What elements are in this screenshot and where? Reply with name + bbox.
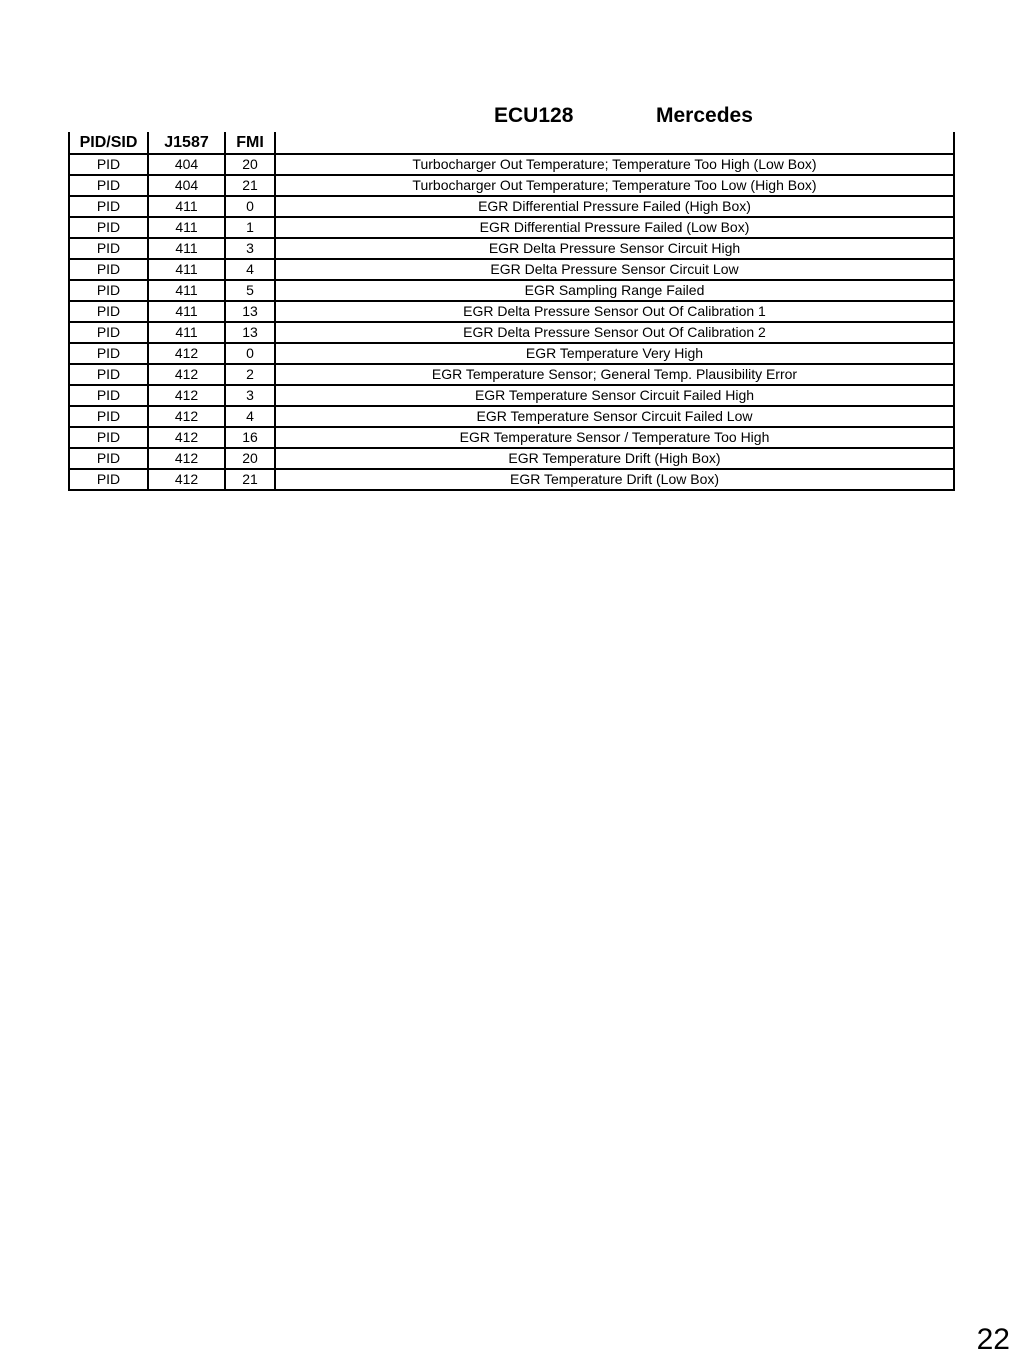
column-header-fmi: FMI [225,132,275,154]
table-row [69,301,954,322]
cell-j1587: 412 [148,406,225,427]
cell-pid-sid: PID [69,217,148,238]
cell-j1587: 411 [148,238,225,259]
cell-description: EGR Temperature Drift (Low Box) [275,469,954,490]
table-row [69,175,954,196]
column-header-description [275,132,954,154]
cell-pid-sid: PID [69,175,148,196]
cell-j1587: 404 [148,175,225,196]
cell-description: Turbocharger Out Temperature; Temperature Too Low (High Box) [275,175,954,196]
table-row [69,448,954,469]
cell-pid-sid: PID [69,280,148,301]
cell-pid-sid: PID [69,385,148,406]
cell-fmi: 3 [225,238,275,259]
table-row [69,322,954,343]
cell-j1587: 411 [148,259,225,280]
cell-j1587: 412 [148,469,225,490]
table-row [69,259,954,280]
cell-pid-sid: PID [69,406,148,427]
cell-description: EGR Delta Pressure Sensor Circuit High [275,238,954,259]
cell-fmi: 4 [225,406,275,427]
cell-pid-sid: PID [69,154,148,175]
cell-fmi: 1 [225,217,275,238]
cell-pid-sid: PID [69,322,148,343]
cell-j1587: 411 [148,322,225,343]
cell-pid-sid: PID [69,196,148,217]
page-number: 22 [976,1323,1010,1356]
table-row [69,364,954,385]
cell-pid-sid: PID [69,238,148,259]
table-row [69,406,954,427]
cell-description: EGR Temperature Sensor Circuit Failed Low [275,406,954,427]
cell-fmi: 3 [225,385,275,406]
cell-j1587: 412 [148,427,225,448]
table-header-row [69,132,954,154]
table-row [69,280,954,301]
table-row [69,196,954,217]
cell-description: EGR Temperature Sensor Circuit Failed High [275,385,954,406]
cell-fmi: 0 [225,343,275,364]
page-title [0,104,1024,132]
cell-description: EGR Delta Pressure Sensor Out Of Calibration 1 [275,301,954,322]
cell-description: EGR Sampling Range Failed [275,280,954,301]
cell-j1587: 411 [148,196,225,217]
table-row [69,427,954,448]
cell-description: EGR Delta Pressure Sensor Out Of Calibration 2 [275,322,954,343]
cell-j1587: 412 [148,343,225,364]
cell-j1587: 412 [148,364,225,385]
cell-pid-sid: PID [69,301,148,322]
table-row [69,469,954,490]
cell-fmi: 13 [225,301,275,322]
fault-code-table [68,132,955,491]
table-row [69,154,954,175]
cell-pid-sid: PID [69,427,148,448]
cell-fmi: 21 [225,469,275,490]
cell-description: EGR Temperature Drift (High Box) [275,448,954,469]
cell-fmi: 20 [225,448,275,469]
cell-fmi: 2 [225,364,275,385]
cell-pid-sid: PID [69,364,148,385]
cell-fmi: 4 [225,259,275,280]
cell-description: EGR Temperature Sensor; General Temp. Plausibility Error [275,364,954,385]
table-row [69,217,954,238]
cell-fmi: 20 [225,154,275,175]
cell-fmi: 13 [225,322,275,343]
cell-description: EGR Differential Pressure Failed (High Box) [275,196,954,217]
cell-description: Turbocharger Out Temperature; Temperature Too High (Low Box) [275,154,954,175]
ecu-title: ECU128 [494,104,574,127]
cell-pid-sid: PID [69,448,148,469]
table-row [69,238,954,259]
cell-pid-sid: PID [69,469,148,490]
column-header-pid-sid: PID/SID [69,132,148,154]
cell-fmi: 5 [225,280,275,301]
cell-description: EGR Delta Pressure Sensor Circuit Low [275,259,954,280]
cell-fmi: 16 [225,427,275,448]
table-body [69,154,954,490]
cell-j1587: 404 [148,154,225,175]
cell-description: EGR Temperature Very High [275,343,954,364]
table-row [69,385,954,406]
cell-description: EGR Differential Pressure Failed (Low Box) [275,217,954,238]
table-row [69,343,954,364]
cell-j1587: 411 [148,301,225,322]
column-header-j1587: J1587 [148,132,225,154]
cell-pid-sid: PID [69,343,148,364]
cell-pid-sid: PID [69,259,148,280]
cell-j1587: 412 [148,385,225,406]
cell-j1587: 412 [148,448,225,469]
cell-description: EGR Temperature Sensor / Temperature Too High [275,427,954,448]
cell-j1587: 411 [148,217,225,238]
cell-j1587: 411 [148,280,225,301]
cell-fmi: 21 [225,175,275,196]
manufacturer-title: Mercedes [656,104,753,127]
cell-fmi: 0 [225,196,275,217]
